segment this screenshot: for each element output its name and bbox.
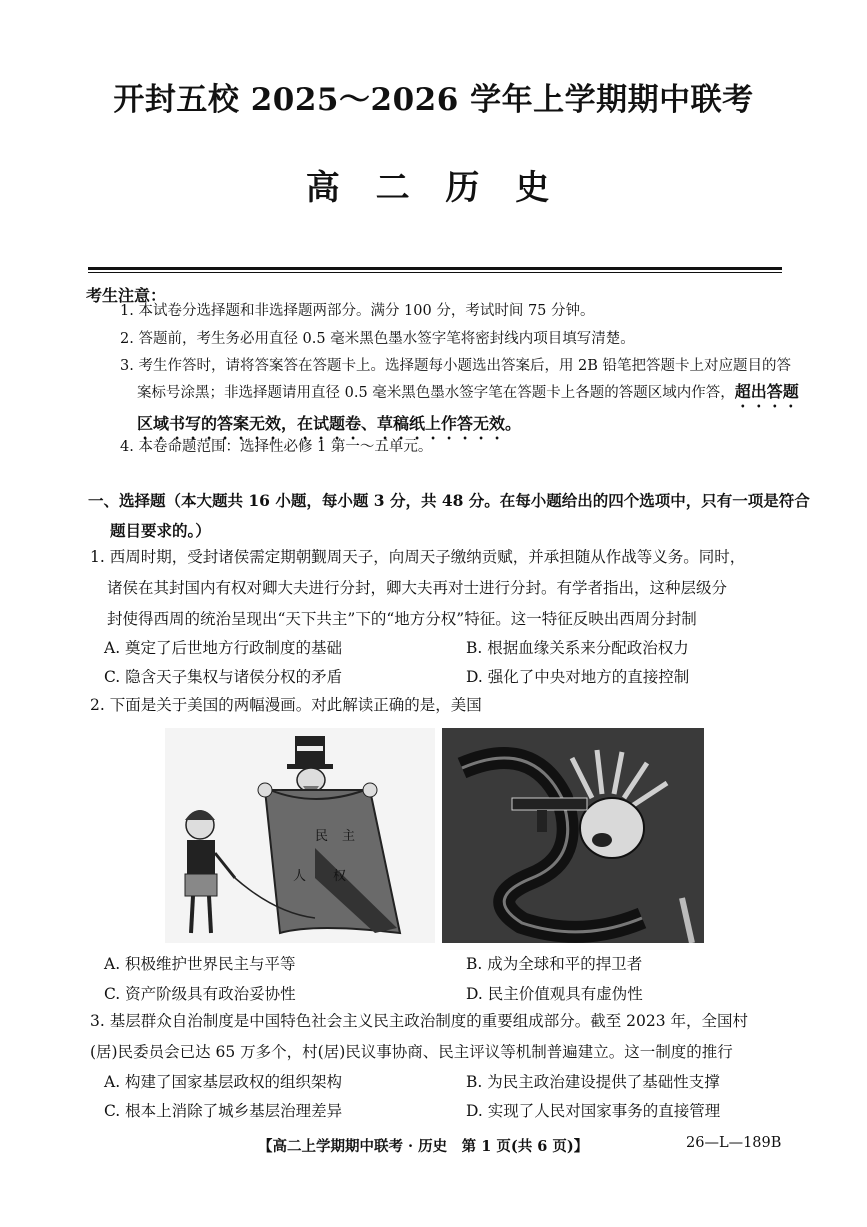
notice-item-4: 4. 本卷命题范围：选择性必修 1 第一～五单元。	[120, 439, 433, 455]
question-3	[90, 1006, 790, 1068]
q3-option-c[interactable]: C. 根本上消除了城乡基层治理差异	[104, 1102, 343, 1120]
question-3-line-1: 3. 基层群众自治制度是中国特色社会主义民主政治制度的重要组成部分。截至 2023 年，全国村	[90, 1012, 749, 1030]
notice-heading: 考生注意：	[86, 286, 167, 305]
question-2-line-1: 2. 下面是关于美国的两幅漫画。对此解读正确的是，美国	[90, 696, 482, 714]
question-3-line-2: (居)民委员会已达 65 万多个，村(居)民议事协商、民主评议等机制普遍建立。这一制度的推行	[90, 1043, 733, 1061]
liberty-face	[580, 798, 644, 858]
question-1-line-2: 诸侯在其封国内有权对卿大夫进行分封，卿大夫再对士进行分封。有学者指出，这种层级分	[107, 579, 728, 597]
section-heading: 一、选择题（本大题共 16 小题，每小题 3 分，共 48 分。在每小题给出的四个选项中，只有一项是符合题目要求的。）	[88, 491, 810, 540]
notice-item-2: 2. 答题前，考生务必用直径 0.5 毫米黑色墨水签字笔将密封线内项目填写清楚。	[120, 331, 635, 347]
q2-option-b[interactable]: B. 成为全球和平的捍卫者	[466, 955, 643, 973]
header-rule-thick	[88, 267, 782, 270]
cartoon-text-zhu: 主	[342, 829, 356, 844]
cartoon-text-quan: 权	[333, 869, 347, 884]
notice-item-1: 1. 本试卷分选择题和非选择题两部分。满分 100 分，考试时间 75 分钟。	[120, 303, 595, 319]
cartoon-text-min: 民	[315, 829, 329, 844]
notice-item-3-text: 3. 考生作答时，请将答案答在答题卡上。选择题每小题选出答案后，用 2B 铅笔把答题卡上对应题目的答案标号涂黑；非选择题请用直径 0.5 毫米黑色墨水签字笔在答题卡上各题的答题区域内作答，	[120, 358, 792, 401]
exam-title: 开封五校 2025～2026 学年上学期期中联考	[113, 82, 754, 118]
q3-option-b[interactable]: B. 为民主政治建设提供了基础性支撑	[466, 1073, 720, 1091]
rifle	[512, 798, 587, 810]
footer-page-info: 【高二上学期期中联考 · 历史 第 1 页(共 6 页)】	[258, 1138, 589, 1155]
q3-option-d[interactable]: D. 实现了人民对国家事务的直接管理	[466, 1102, 721, 1120]
footer-code: 26—L—189B	[686, 1135, 782, 1151]
q2-option-c[interactable]: C. 资产阶级具有政治妥协性	[104, 985, 296, 1003]
header-rule-thin	[88, 272, 782, 273]
girl-shirt	[187, 840, 215, 874]
q2-option-a[interactable]: A. 积极维护世界民主与平等	[104, 955, 296, 973]
cartoon-text-ren: 人	[293, 869, 307, 884]
cartoon-right	[442, 728, 704, 943]
q1-option-a[interactable]: A. 奠定了后世地方行政制度的基础	[104, 639, 343, 657]
q1-option-d[interactable]: D. 强化了中央对地方的直接控制	[466, 668, 690, 686]
q1-option-c[interactable]: C. 隐含天子集权与诸侯分权的矛盾	[104, 668, 343, 686]
cartoon-left	[165, 728, 435, 943]
question-1	[90, 542, 790, 635]
q2-option-d[interactable]: D. 民主价值观具有虚伪性	[466, 985, 643, 1003]
question-2	[90, 690, 790, 721]
notice-item-3	[120, 353, 802, 443]
question-1-line-1: 1. 西周时期，受封诸侯需定期朝觐周天子，向周天子缴纳贡赋，并承担随从作战等义务。同时，	[90, 548, 746, 566]
q3-option-a[interactable]: A. 构建了国家基层政权的组织架构	[104, 1073, 343, 1091]
q1-option-b[interactable]: B. 根据血缘关系来分配政治权力	[466, 639, 689, 657]
notice-item-3-emphasis: 超出答题区域书写的答案无效，在试题卷、草稿纸上作答无效。	[137, 382, 799, 433]
question-1-line-3: 封使得西周的统治呈现出“天下共主”下的“地方分权”特征。这一特征反映出西周分封制	[107, 610, 697, 628]
subject-title: 高 二 历 史	[305, 168, 562, 208]
